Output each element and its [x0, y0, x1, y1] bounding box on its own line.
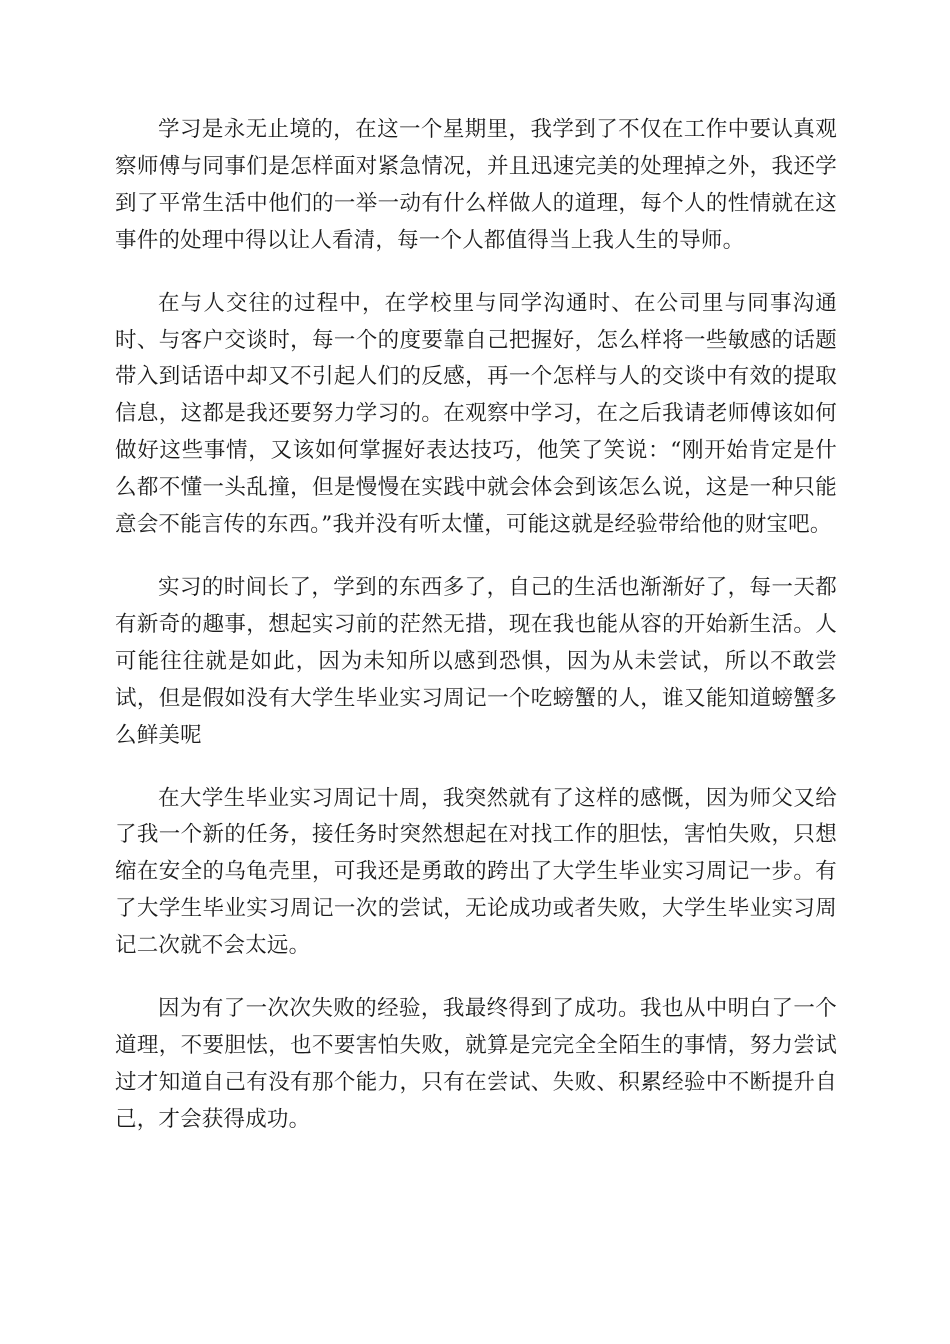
paragraph-3: 实习的时间长了，学到的东西多了，自己的生活也渐渐好了，每一天都有新奇的趣事，想起实习前的茫然无措，现在我也能从容的开始新生活。人可能往往就是如此，因为未知所以感到恐惧，因为从未尝试，所以不敢尝试，但是假如没有大学生毕业实习周记一个吃螃蟹的人，谁又能知道螃蟹多么鲜美呢	[115, 574, 837, 748]
document-body	[115, 112, 837, 1139]
paragraph-1: 学习是永无止境的，在这一个星期里，我学到了不仅在工作中要认真观察师傅与同事们是怎样面对紧急情况，并且迅速完美的处理掉之外，我还学到了平常生活中他们的一举一动有什么样做人的道理，每个人的性情就在这事件的处理中得以让人看清，每一个人都值得当上我人生的导师。	[115, 117, 837, 253]
paragraph-4: 在大学生毕业实习周记十周，我突然就有了这样的感慨，因为师父又给了我一个新的任务，接任务时突然想起在对找工作的胆怯，害怕失败，只想缩在安全的乌龟壳里，可我还是勇敢的跨出了大学生毕业实习周记一步。有了大学生毕业实习周记一次的尝试，无论成功或者失败，大学生毕业实习周记二次就不会太远。	[115, 785, 837, 959]
paragraph-2: 在与人交往的过程中，在学校里与同学沟通时、在公司里与同事沟通时、与客户交谈时，每一个的度要靠自己把握好，怎么样将一些敏感的话题带入到话语中却又不引起人们的反感，再一个怎样与人的交谈中有效的提取信息，这都是我还要努力学习的。在观察中学习，在之后我请老师傅该如何做好这些事情，又该如何掌握好表达技巧，他笑了笑说：“刚开始肯定是什么都不懂一头乱撞，但是慢慢在实践中就会体会到该怎么说，这是一种只能意会不能言传的东西。”我并没有听太懂，可能这就是经验带给他的财宝吧。	[115, 290, 837, 538]
paragraph-5: 因为有了一次次失败的经验，我最终得到了成功。我也从中明白了一个道理，不要胆怯，也不要害怕失败，就算是完完全全陌生的事情，努力尝试过才知道自己有没有那个能力，只有在尝试、失败、积累经验中不断提升自己，才会获得成功。	[115, 996, 837, 1132]
